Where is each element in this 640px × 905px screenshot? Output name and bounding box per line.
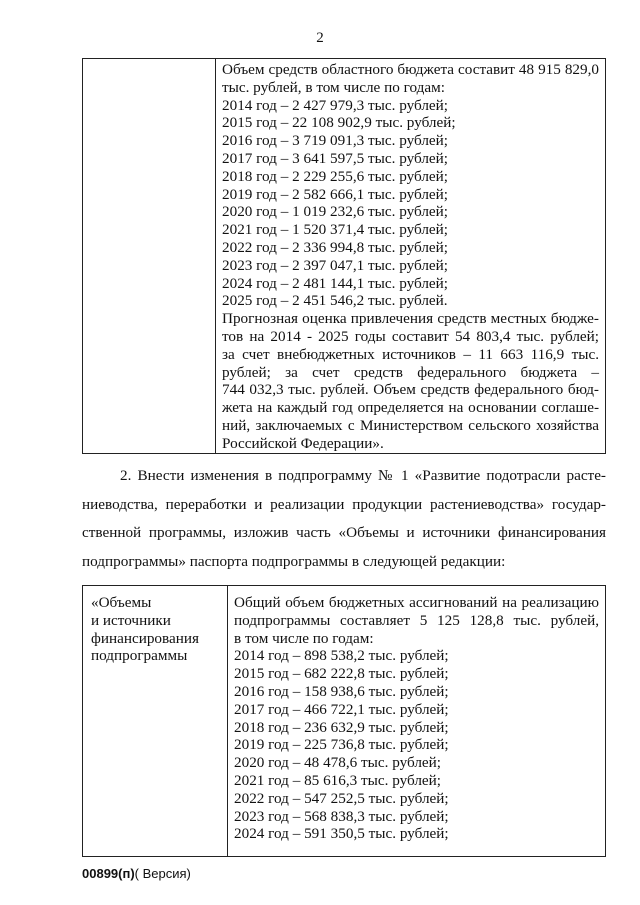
table1-forecast-line: 744 032,3 тыс. рублей. Объем средств федерального бюд- [222,381,599,399]
table1-year-line: 2024 год – 2 481 144,1 тыс. рублей; [222,274,449,292]
table1-forecast-line: Российской Федерации». [222,434,384,452]
table2-left-line: и источники [91,611,171,629]
table2-left-cell [83,586,228,857]
table1-year-line: 2017 год – 3 641 597,5 тыс. рублей; [222,149,449,167]
table2-year-line: 2020 год – 48 478,6 тыс. рублей; [234,754,442,772]
table1-forecast-line: ний, заключаемых с Министерством сельского хозяйства [222,416,599,434]
table2-intro-line: в том числе по годам: [234,629,374,647]
table1-year-line: 2018 год – 2 229 255,6 тыс. рублей; [222,167,449,185]
table1-year-line: 2014 год – 2 427 979,3 тыс. рублей; [222,96,449,114]
table1-forecast-line: жета на каждый год определяется на основании соглаше- [222,399,599,417]
table2-year-line: 2017 год – 466 722,1 тыс. рублей; [234,700,449,718]
table2-left-line: финансирования [91,629,199,647]
table1-line: Объем средств областного бюджета составит 48 915 829,0 [222,61,599,78]
table2-year-line: 2015 год – 682 222,8 тыс. рублей; [234,665,449,683]
table2-year-line: 2022 год – 547 252,5 тыс. рублей; [234,789,449,807]
table2-left-line: подпрограммы [91,647,188,665]
table2-intro-line: Общий объем бюджетных ассигнований на реализацию [234,594,599,611]
table1-right-cell [216,59,606,454]
table1-forecast-line: тов на 2014 - 2025 годы составит 54 803,4 тыс. рублей; [222,327,599,345]
table1-forecast-line: за счет внебюджетных источников – 11 663 116,9 тыс. [222,345,599,363]
table1-year-line: 2025 год – 2 451 546,2 тыс. рублей. [222,292,448,310]
table2-year-line: 2021 год – 85 616,3 тыс. рублей; [234,771,442,789]
subprogram-funding-table [82,585,606,857]
paragraph-line: 2. Внести изменения в подпрограмму № 1 «Развитие подотрасли расте- [120,467,606,484]
table1-year-line: 2020 год – 1 019 232,6 тыс. рублей; [222,203,449,221]
table2-right-cell [228,586,606,857]
document-footer [82,866,191,881]
document-code: 00899(п) [82,866,135,881]
table1-forecast-line: Прогнозная оценка привлечения средств местных бюдже- [222,310,599,328]
table2-year-line: 2024 год – 591 350,5 тыс. рублей; [234,825,449,843]
amendment-paragraph [82,462,606,576]
paragraph-line: ственной программы, изложив часть «Объемы и источники финансирования [82,524,606,542]
table2-year-line: 2018 год – 236 632,9 тыс. рублей; [234,718,449,736]
table2-year-line: 2016 год – 158 938,6 тыс. рублей; [234,682,449,700]
table1-year-line: 2023 год – 2 397 047,1 тыс. рублей; [222,256,449,274]
table1-year-line: 2019 год – 2 582 666,1 тыс. рублей; [222,185,449,203]
table1-year-line: 2022 год – 2 336 994,8 тыс. рублей; [222,238,449,256]
document-version: ( Версия) [134,866,191,881]
table1-year-line: 2021 год – 1 520 371,4 тыс. рублей; [222,221,449,239]
table1-left-cell [83,59,216,454]
table2-year-line: 2023 год – 568 838,3 тыс. рублей; [234,807,449,825]
table2-left-line: «Объемы [91,594,152,611]
page-number: 2 [316,30,324,46]
paragraph-line: подпрограммы» паспорта подпрограммы в следующей редакции: [82,552,506,570]
table1-year-line: 2015 год – 22 108 902,9 тыс. рублей; [222,114,456,132]
table2-year-line: 2019 год – 225 736,8 тыс. рублей; [234,736,449,754]
table1-forecast-line: рублей; за счет средств федерального бюджета – [222,363,599,381]
funding-table-continued [82,58,606,454]
table2-year-line: 2014 год – 898 538,2 тыс. рублей; [234,647,449,665]
table1-year-line: 2016 год – 3 719 091,3 тыс. рублей; [222,132,449,150]
table1-line: тыс. рублей, в том числе по годам: [222,78,445,96]
paragraph-line: ниеводства, переработки и реализации продукции растениеводства» государ- [82,495,606,513]
table2-intro-line: подпрограммы составляет 5 125 128,8 тыс. рублей, [234,611,599,629]
